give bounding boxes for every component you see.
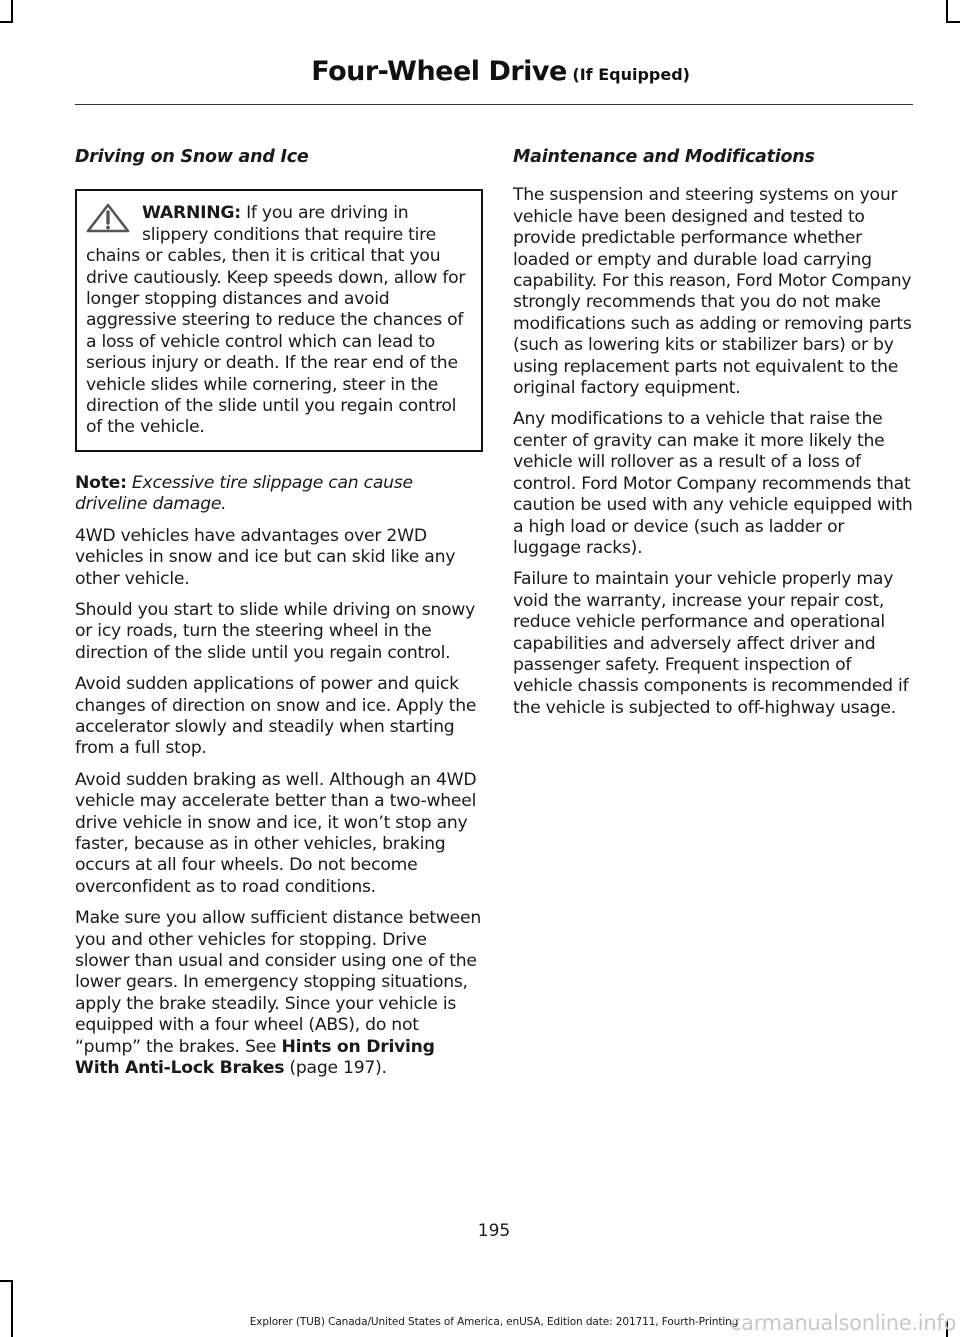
page-reference: (page 197). <box>284 1058 387 1079</box>
section-heading-maintenance: Maintenance and Modifications <box>513 147 815 167</box>
footer-edition-info: Explorer (TUB) Canada/United States of America, enUSA, Edition date: 201711, Fourth-Printing <box>249 1316 739 1328</box>
crop-mark <box>11 0 13 22</box>
warning-text: If you are driving in slippery conditions that require tire chains or cables, then it is critical that you drive cautiously. Keep speeds down, allow for longer stopping distances and avoid aggressive steering to reduce the chances of a loss of vehicle control which can lead to serious injury or death. If the rear end of the vehicle slides while cornering, steer in the direction of the slide until you regain control of the vehicle. <box>86 203 466 438</box>
note <box>75 473 483 516</box>
cross-reference-link[interactable]: Hints on Driving With Anti-Lock Brakes <box>75 1036 435 1079</box>
crop-mark <box>946 21 960 23</box>
page-title-subtitle: (If Equipped) <box>566 65 690 84</box>
section-heading-snow-ice: Driving on Snow and Ice <box>75 147 309 167</box>
watermark: carmanualsonline.info <box>729 1311 956 1335</box>
paragraph: 4WD vehicles have advantages over 2WD vehicles in snow and ice but can skid like any other vehicle. <box>75 525 456 589</box>
paragraph <box>75 908 483 1079</box>
paragraph: Should you start to slide while driving on snowy or icy roads, turn the steering wheel in the direction of the slide until you regain control. <box>75 599 476 663</box>
crop-mark <box>0 21 13 23</box>
paragraph: Any modifications to a vehicle that raise the center of gravity can make it more likely the vehicle will rollover as a result of a loss of control. Ford Motor Company recommends that caution be used with any vehicle equipped with a high load or device (such as ladder or luggage racks). <box>513 409 913 558</box>
page-number: 195 <box>477 1221 511 1241</box>
warning-label: WARNING: <box>142 203 241 224</box>
note-text: Excessive tire slippage can cause driveline damage. <box>75 472 413 515</box>
warning-box <box>75 189 483 451</box>
crop-mark <box>946 0 948 22</box>
page-title-text: Four-Wheel Drive <box>311 56 567 87</box>
paragraph: Avoid sudden applications of power and quick changes of direction on snow and ice. Apply the accelerator slowly and steadily when starting from a full stop. <box>75 674 477 759</box>
paragraph: The suspension and steering systems on your vehicle have been designed and tested to provide predictable performance whether loaded or empty and durable load carrying capability. For this reason, Ford Motor Company strongly recommends that you do not make modifications such as adding or removing parts (such as lowering kits or stabilizer bars) or by using replacement parts not equivalent to the original factory equipment. <box>513 185 912 399</box>
left-column <box>75 144 483 1089</box>
right-column <box>513 144 913 729</box>
header-divider <box>75 104 913 105</box>
page-title <box>311 56 690 87</box>
paragraph: Avoid sudden braking as well. Although an 4WD vehicle may accelerate better than a two-wheel drive vehicle in snow and ice, it won’t stop any faster, because as in other vehicles, braking occurs at all four wheels. Do not become overconfident as to road conditions. <box>75 769 477 897</box>
paragraph: Failure to maintain your vehicle properly may void the warranty, increase your repair cost, reduce vehicle performance and operational capabilities and adversely affect driver and passenger safety. Frequent inspection of vehicle chassis components is recommended if the vehicle is subjected to off-highway usage. <box>513 569 909 718</box>
note-label: Note: <box>75 472 127 493</box>
crop-mark <box>0 1280 13 1282</box>
paragraph-text: Make sure you allow sufficient distance between you and other vehicles for stopping. Drive slower than usual and consider using one of the lower gears. In emergency stopping situations, apply the brake steadily. Since your vehicle is equipped with a four wheel (ABS), do not “pump” the brakes. See <box>75 908 481 1057</box>
warning-triangle-icon <box>86 203 130 233</box>
crop-mark <box>11 1280 13 1337</box>
